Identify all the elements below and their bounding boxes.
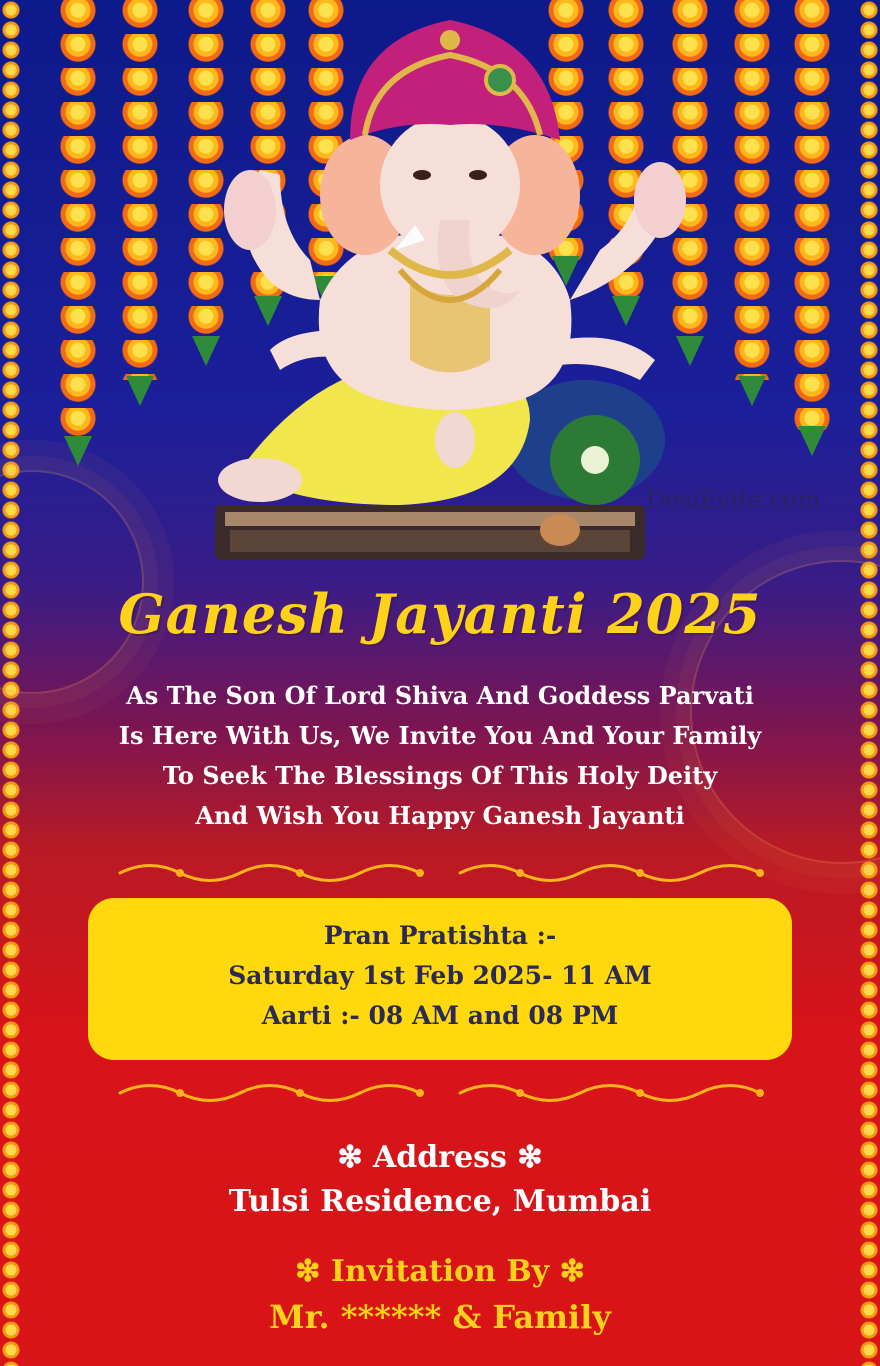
marigold-garland	[792, 0, 832, 430]
address-heading: ❇ Address ❇	[337, 1140, 543, 1175]
address-value: Tulsi Residence, Mumbai	[228, 1184, 652, 1219]
message-line: As The Son Of Lord Shiva And Goddess Parvati	[126, 681, 754, 710]
ornamental-divider	[110, 1078, 770, 1108]
ornamental-divider	[110, 858, 770, 888]
message-line: To Seek The Blessings Of This Holy Deity	[162, 761, 718, 790]
marigold-garland	[120, 0, 160, 380]
event-label: Pran Pratishta :-	[323, 921, 557, 950]
aarti-timing: Aarti :- 08 AM and 08 PM	[261, 1001, 619, 1030]
invitation-message	[0, 676, 880, 836]
message-line: Is Here With Us, We Invite You And Your Family	[118, 721, 762, 750]
event-details-box	[88, 898, 792, 1060]
marigold-garland	[732, 0, 772, 380]
ganesha-illustration	[200, 0, 700, 570]
marigold-garland	[58, 0, 98, 440]
invitation-by-heading: ❇ Invitation By ❇	[295, 1254, 585, 1289]
watermark: DesiEvite.com	[646, 486, 821, 514]
message-line: And Wish You Happy Ganesh Jayanti	[195, 801, 685, 830]
event-datetime: Saturday 1st Feb 2025- 11 AM	[228, 961, 652, 990]
event-title: Ganesh Jayanti 2025	[118, 582, 762, 646]
host-name: Mr. ****** & Family	[269, 1298, 611, 1336]
